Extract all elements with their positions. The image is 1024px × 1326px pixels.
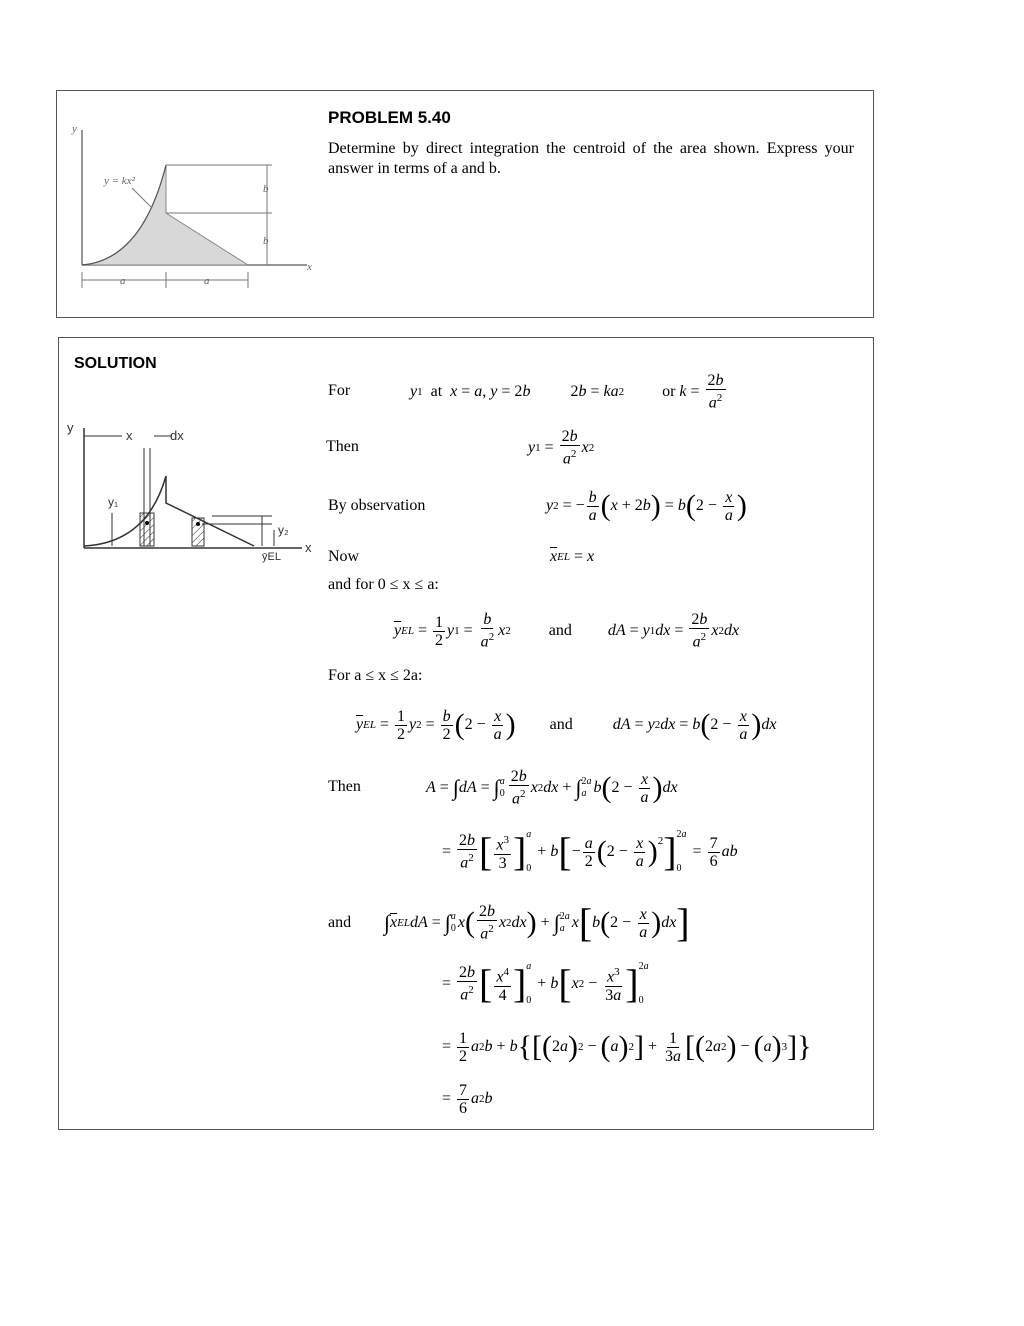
sfig-dx-label: dx [170, 428, 184, 443]
label-then-1: Then [326, 438, 359, 455]
fig-curve-label: y = kx² [104, 175, 135, 187]
eq-xel: $\overline{x}$ EL = x [550, 548, 595, 565]
eq-moment-expanded: = $\frac{1}{2}$ a 2 b + b { [ ( 2 a ) 2 − ( a ) 2 ] + $\frac{1}{3a}$ [ ( 2 a 2 ) − ( a ) 3 ] } [442, 1029, 812, 1065]
problem-figure [62, 120, 322, 300]
and-word-1: and [548, 622, 572, 639]
label-and-last: and [328, 914, 352, 931]
sfig-x-label: x [126, 428, 133, 443]
label-now: Now [328, 548, 360, 565]
fig-y-axis: y [72, 123, 77, 135]
sfig-y-axis: y [67, 420, 74, 435]
eq-y2: y 2 = − $\frac{b}{a}$ ( x + 2 b ) = b ( 2 − $\frac{x}{a}$ ) [546, 488, 747, 524]
solution-label: SOLUTION [74, 355, 157, 372]
fig-x-axis: x [307, 261, 312, 273]
solution-figure [62, 418, 322, 573]
eq-for: y 1 at x = a , y = 2 b 2 b = ka 2 or k = $\frac{2b}{a^2}$ [410, 372, 724, 412]
problem-statement: Determine by direct integration the centroid of the area shown. Express your answer in terms of a and b. [328, 140, 854, 177]
label-and-for-range: and for 0 ≤ x ≤ a: [328, 576, 439, 593]
eq-moment-final: = $\frac{7}{6}$ a 2 b [442, 1081, 493, 1117]
sfig-yel-label: ȳEL [262, 551, 281, 563]
fig-a-right: a [204, 275, 210, 287]
problem-title: PROBLEM 5.40 [328, 108, 451, 127]
fig-a-left: a [120, 275, 126, 287]
eq-moment: ∫ $\overline{x}$ EL dA = ∫ a 0 x ( $\frac{2b}{a^2}$ x 2 dx ) + ∫ 2a a x [ b ( 2 − $\frac{x}{a}$ ) dx ] [384, 900, 690, 945]
or-word: or [662, 383, 676, 400]
eq-area-result: = $\frac{2b}{a^2}$ [ $\frac{x^3}{3}$ ] a 0 + b [ − $\frac{a}{2}$ ( 2 − $\frac{x}{a}$ ) $^2$ ] 2a 0 = $\frac{7}{6}$ ab [442, 829, 738, 874]
sfig-x-axis: x [305, 540, 312, 555]
eq-yel-2: $\overline{y}$ EL = $\frac{1}{2}$ y 2 = $\frac{b}{2}$ ( 2 − $\frac{x}{a}$ ) and dA = y 2 dx = b ( 2 − $\frac{x}{a}$ ) dx [356, 707, 777, 743]
fig-b-top: b [263, 183, 269, 195]
sfig-y1-label: y₁ [108, 495, 119, 509]
eq-y1: y 1 = $\frac{2b}{a^2}$ x 2 [528, 428, 595, 468]
label-for: For [328, 382, 351, 399]
eq-area: A = ∫ dA = ∫ a 0 $\frac{2b}{a^2}$ x 2 dx + ∫ 2a a b ( 2 − $\frac{x}{a}$ ) dx [426, 768, 678, 808]
label-for-range-2: For a ≤ x ≤ 2a: [328, 667, 423, 684]
fig-b-bottom: b [263, 235, 269, 247]
eq-yel-1: $\overline{y}$ EL = $\frac{1}{2}$ y 1 = $\frac{b}{a^2}$ x 2 and dA = y 1 dx = $\frac{2b}{a^2}$ x 2 dx [394, 611, 740, 651]
label-by-observation: By observation [328, 497, 426, 514]
label-then-2: Then [328, 778, 361, 795]
eq-moment-eval: = $\frac{2b}{a^2}$ [ $\frac{x^4}{4}$ ] a 0 + b [ x 2 − $\frac{x^3}{3a}$ ] 2a 0 [442, 961, 649, 1006]
and-word-2: and [549, 716, 573, 733]
sfig-y2-label: y₂ [278, 523, 289, 537]
